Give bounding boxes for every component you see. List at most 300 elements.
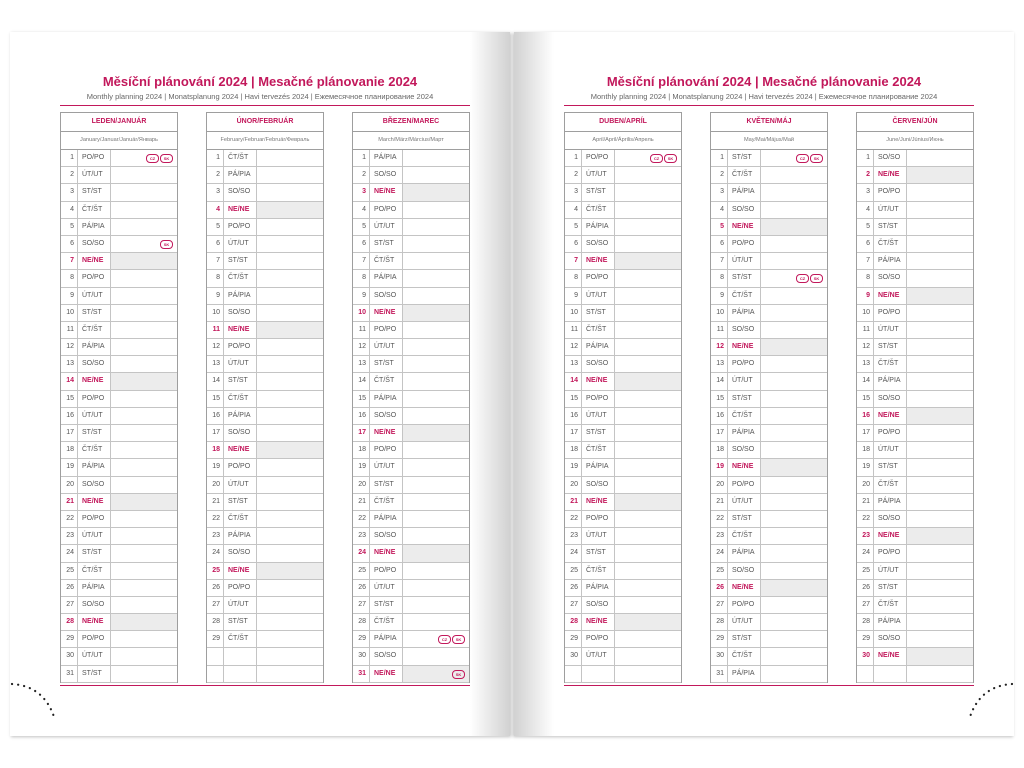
day-note-cell[interactable] bbox=[760, 442, 827, 458]
day-note-cell[interactable] bbox=[402, 580, 469, 596]
day-note-cell[interactable] bbox=[614, 511, 681, 527]
day-number: 31 bbox=[716, 669, 724, 677]
day-row bbox=[207, 545, 323, 562]
day-row bbox=[61, 391, 177, 408]
day-note-cell[interactable] bbox=[906, 597, 973, 613]
day-number: 12 bbox=[570, 343, 578, 351]
day-row bbox=[207, 339, 323, 356]
day-name: PO/PO bbox=[77, 150, 110, 166]
day-note-cell[interactable] bbox=[256, 305, 323, 321]
day-note-cell[interactable] bbox=[110, 580, 177, 596]
day-row bbox=[353, 184, 469, 201]
day-note-cell[interactable] bbox=[402, 339, 469, 355]
day-note-cell[interactable] bbox=[110, 219, 177, 235]
day-note-cell[interactable] bbox=[402, 614, 469, 630]
day-note-cell[interactable] bbox=[906, 253, 973, 269]
day-row bbox=[711, 270, 827, 287]
day-row bbox=[565, 545, 681, 562]
day-note-cell[interactable] bbox=[110, 597, 177, 613]
day-note-cell[interactable] bbox=[760, 253, 827, 269]
day-note-cell[interactable] bbox=[110, 494, 177, 510]
day-name: ČT/ŠT bbox=[77, 442, 110, 458]
day-note-cell[interactable] bbox=[110, 305, 177, 321]
day-number: 25 bbox=[66, 566, 74, 574]
holiday-badges bbox=[146, 154, 173, 163]
day-name: PÁ/PIA bbox=[223, 528, 256, 544]
day-note-cell[interactable] bbox=[614, 563, 681, 579]
day-note-cell[interactable] bbox=[110, 425, 177, 441]
day-note-cell[interactable] bbox=[256, 459, 323, 475]
day-name: ST/ST bbox=[77, 305, 110, 321]
day-note-cell[interactable] bbox=[256, 425, 323, 441]
day-note-cell[interactable] bbox=[614, 219, 681, 235]
day-number: 4 bbox=[362, 205, 366, 213]
day-note-cell[interactable] bbox=[110, 236, 177, 252]
day-note-cell[interactable] bbox=[256, 614, 323, 630]
day-note-cell[interactable] bbox=[402, 219, 469, 235]
day-note-cell[interactable] bbox=[256, 288, 323, 304]
day-number: 23 bbox=[862, 532, 870, 540]
day-note-cell[interactable] bbox=[906, 339, 973, 355]
day-note-cell[interactable] bbox=[256, 391, 323, 407]
day-note-cell[interactable] bbox=[256, 167, 323, 183]
day-note-cell[interactable] bbox=[402, 253, 469, 269]
day-note-cell[interactable] bbox=[256, 339, 323, 355]
day-note-cell[interactable] bbox=[402, 270, 469, 286]
day-row bbox=[353, 236, 469, 253]
day-note-cell[interactable] bbox=[614, 150, 681, 166]
day-number: 23 bbox=[570, 532, 578, 540]
day-row bbox=[61, 494, 177, 511]
day-note-cell[interactable] bbox=[760, 150, 827, 166]
month-subheader: May/Mai/Május/Май bbox=[711, 132, 827, 150]
day-row bbox=[711, 597, 827, 614]
day-note-cell[interactable] bbox=[760, 184, 827, 200]
day-note-cell[interactable] bbox=[614, 545, 681, 561]
day-number: 22 bbox=[716, 514, 724, 522]
day-note-cell[interactable] bbox=[110, 270, 177, 286]
day-number: 14 bbox=[358, 377, 366, 385]
day-number: 17 bbox=[66, 429, 74, 436]
day-row bbox=[353, 270, 469, 287]
day-note-cell[interactable] bbox=[906, 666, 973, 682]
day-name: ÚT/UT bbox=[77, 528, 110, 544]
day-note-cell[interactable] bbox=[402, 408, 469, 424]
day-row bbox=[565, 528, 681, 545]
day-row bbox=[857, 253, 973, 270]
day-row bbox=[61, 580, 177, 597]
day-note-cell[interactable] bbox=[402, 563, 469, 579]
day-note-cell[interactable] bbox=[402, 511, 469, 527]
day-note-cell[interactable] bbox=[402, 631, 469, 647]
day-note-cell[interactable] bbox=[614, 528, 681, 544]
day-number: 14 bbox=[716, 377, 724, 385]
day-row bbox=[353, 545, 469, 562]
day-row bbox=[711, 511, 827, 528]
day-name: ÚT/UT bbox=[727, 614, 760, 630]
day-note-cell[interactable] bbox=[256, 631, 323, 647]
day-note-cell[interactable] bbox=[256, 666, 323, 682]
day-name: PO/PO bbox=[873, 305, 906, 321]
day-note-cell[interactable] bbox=[110, 459, 177, 475]
day-note-cell[interactable] bbox=[402, 305, 469, 321]
day-note-cell[interactable] bbox=[906, 356, 973, 372]
day-number: 9 bbox=[574, 291, 578, 299]
day-number: 21 bbox=[862, 497, 870, 505]
day-note-cell[interactable] bbox=[402, 648, 469, 664]
day-note-cell[interactable] bbox=[614, 305, 681, 321]
day-note-cell[interactable] bbox=[906, 184, 973, 200]
day-note-cell[interactable] bbox=[760, 356, 827, 372]
day-note-cell[interactable] bbox=[906, 219, 973, 235]
day-number: 30 bbox=[862, 652, 870, 660]
day-name: ÚT/UT bbox=[581, 408, 614, 424]
day-number: 12 bbox=[358, 343, 366, 351]
day-note-cell[interactable] bbox=[110, 356, 177, 372]
day-name: ST/ST bbox=[223, 614, 256, 630]
day-number: 7 bbox=[70, 257, 74, 265]
month-subheader: January/Januar/Január/Январь bbox=[61, 132, 177, 150]
day-note-cell[interactable] bbox=[256, 580, 323, 596]
day-note-cell[interactable] bbox=[614, 648, 681, 664]
day-name: ST/ST bbox=[873, 339, 906, 355]
page-title: Měsíční plánování 2024 | Mesačné plánovanie 2024 bbox=[606, 74, 922, 89]
day-note-cell[interactable] bbox=[256, 597, 323, 613]
day-name: ÚT/UT bbox=[873, 442, 906, 458]
day-name: ST/ST bbox=[727, 270, 760, 286]
day-note-cell[interactable] bbox=[614, 236, 681, 252]
day-note-cell[interactable] bbox=[110, 150, 177, 166]
day-name: ÚT/UT bbox=[369, 219, 402, 235]
day-number: 18 bbox=[570, 446, 578, 454]
day-note-cell[interactable] bbox=[614, 253, 681, 269]
day-note-cell[interactable] bbox=[906, 236, 973, 252]
day-note-cell[interactable] bbox=[614, 288, 681, 304]
month-subheader: April/April/Április/Апрель bbox=[565, 132, 681, 150]
day-note-cell[interactable] bbox=[110, 202, 177, 218]
day-row bbox=[711, 391, 827, 408]
day-number: 22 bbox=[358, 514, 366, 522]
day-note-cell[interactable] bbox=[760, 219, 827, 235]
day-row bbox=[711, 253, 827, 270]
day-row bbox=[857, 339, 973, 356]
day-number: 20 bbox=[66, 480, 74, 488]
day-row bbox=[61, 597, 177, 614]
day-note-cell[interactable] bbox=[906, 477, 973, 493]
day-row bbox=[857, 373, 973, 390]
day-note-cell[interactable] bbox=[906, 442, 973, 458]
day-note-cell[interactable] bbox=[402, 373, 469, 389]
day-note-cell[interactable] bbox=[614, 442, 681, 458]
day-note-cell[interactable] bbox=[614, 459, 681, 475]
day-note-cell[interactable] bbox=[402, 459, 469, 475]
day-number: 3 bbox=[574, 188, 578, 196]
day-name: PÁ/PIA bbox=[369, 511, 402, 527]
day-row bbox=[353, 322, 469, 339]
day-number: 1 bbox=[216, 154, 220, 161]
day-note-cell[interactable] bbox=[906, 631, 973, 647]
day-note-cell[interactable] bbox=[906, 425, 973, 441]
holiday-badge: CZ bbox=[796, 154, 809, 163]
day-note-cell[interactable] bbox=[110, 442, 177, 458]
day-note-cell[interactable] bbox=[110, 648, 177, 664]
day-note-cell[interactable] bbox=[256, 202, 323, 218]
day-note-cell[interactable] bbox=[256, 356, 323, 372]
day-name: PÁ/PIA bbox=[77, 580, 110, 596]
day-name: PÁ/PIA bbox=[581, 339, 614, 355]
day-note-cell[interactable] bbox=[760, 408, 827, 424]
day-note-cell[interactable] bbox=[402, 425, 469, 441]
day-note-cell[interactable] bbox=[760, 202, 827, 218]
day-note-cell[interactable] bbox=[256, 270, 323, 286]
day-note-cell[interactable] bbox=[760, 391, 827, 407]
day-name: PO/PO bbox=[223, 459, 256, 475]
day-number: 5 bbox=[866, 222, 870, 230]
day-note-cell[interactable] bbox=[906, 614, 973, 630]
day-number: 28 bbox=[212, 618, 220, 626]
day-note-cell[interactable] bbox=[110, 391, 177, 407]
day-note-cell[interactable] bbox=[110, 408, 177, 424]
day-name: PÁ/PIA bbox=[581, 219, 614, 235]
day-note-cell[interactable] bbox=[614, 391, 681, 407]
day-note-cell[interactable] bbox=[906, 373, 973, 389]
day-note-cell[interactable] bbox=[760, 597, 827, 613]
day-note-cell[interactable] bbox=[760, 236, 827, 252]
day-note-cell[interactable] bbox=[110, 511, 177, 527]
day-note-cell[interactable] bbox=[110, 666, 177, 682]
day-note-cell[interactable] bbox=[906, 580, 973, 596]
day-note-cell[interactable] bbox=[906, 528, 973, 544]
day-note-cell[interactable] bbox=[760, 545, 827, 561]
day-name: NE/NE bbox=[581, 494, 614, 510]
day-note-cell[interactable] bbox=[760, 666, 827, 682]
holiday-badge: CZ bbox=[438, 635, 451, 644]
month-header: LEDEN/JANUÁR bbox=[61, 113, 177, 132]
day-note-cell[interactable] bbox=[402, 202, 469, 218]
day-note-cell[interactable] bbox=[614, 270, 681, 286]
day-row bbox=[61, 511, 177, 528]
day-note-cell[interactable] bbox=[760, 288, 827, 304]
day-number: 8 bbox=[70, 274, 74, 282]
day-note-cell[interactable] bbox=[760, 167, 827, 183]
day-row bbox=[565, 305, 681, 322]
day-note-cell[interactable] bbox=[614, 614, 681, 630]
day-note-cell[interactable] bbox=[110, 339, 177, 355]
day-note-cell[interactable] bbox=[760, 631, 827, 647]
day-note-cell[interactable] bbox=[760, 477, 827, 493]
day-note-cell[interactable] bbox=[110, 322, 177, 338]
day-note-cell[interactable] bbox=[906, 288, 973, 304]
day-number: 8 bbox=[866, 274, 870, 282]
day-note-cell[interactable] bbox=[760, 373, 827, 389]
day-note-cell[interactable] bbox=[760, 614, 827, 630]
day-note-cell[interactable] bbox=[760, 270, 827, 286]
day-note-cell[interactable] bbox=[906, 408, 973, 424]
day-note-cell[interactable] bbox=[402, 391, 469, 407]
day-note-cell[interactable] bbox=[614, 408, 681, 424]
day-note-cell[interactable] bbox=[614, 322, 681, 338]
day-note-cell[interactable] bbox=[256, 253, 323, 269]
day-note-cell[interactable] bbox=[760, 648, 827, 664]
day-note-cell[interactable] bbox=[614, 167, 681, 183]
day-note-cell[interactable] bbox=[614, 356, 681, 372]
day-note-cell[interactable] bbox=[760, 459, 827, 475]
day-number: 11 bbox=[716, 325, 724, 333]
day-note-cell[interactable] bbox=[614, 184, 681, 200]
day-note-cell[interactable] bbox=[256, 477, 323, 493]
day-note-cell[interactable] bbox=[906, 202, 973, 218]
day-note-cell[interactable] bbox=[110, 631, 177, 647]
day-note-cell[interactable] bbox=[256, 648, 323, 664]
day-name: PÁ/PIA bbox=[873, 373, 906, 389]
day-number: 27 bbox=[862, 600, 870, 608]
day-row bbox=[353, 219, 469, 236]
day-note-cell[interactable] bbox=[402, 666, 469, 682]
day-note-cell[interactable] bbox=[402, 184, 469, 200]
day-note-cell[interactable] bbox=[110, 545, 177, 561]
day-note-cell[interactable] bbox=[256, 563, 323, 579]
day-note-cell[interactable] bbox=[256, 373, 323, 389]
day-number: 27 bbox=[212, 600, 220, 608]
day-note-cell[interactable] bbox=[760, 425, 827, 441]
day-note-cell[interactable] bbox=[906, 494, 973, 510]
day-note-cell[interactable] bbox=[906, 305, 973, 321]
day-name: PÁ/PIA bbox=[369, 391, 402, 407]
day-note-cell[interactable] bbox=[402, 442, 469, 458]
day-row bbox=[857, 391, 973, 408]
day-note-cell[interactable] bbox=[402, 236, 469, 252]
day-note-cell[interactable] bbox=[614, 631, 681, 647]
day-note-cell[interactable] bbox=[402, 597, 469, 613]
day-note-cell[interactable] bbox=[614, 202, 681, 218]
day-name: ST/ST bbox=[77, 666, 110, 682]
day-note-cell[interactable] bbox=[110, 528, 177, 544]
day-note-cell[interactable] bbox=[402, 322, 469, 338]
day-note-cell[interactable] bbox=[110, 614, 177, 630]
day-note-cell[interactable] bbox=[760, 494, 827, 510]
day-note-cell[interactable] bbox=[614, 339, 681, 355]
day-number: 3 bbox=[70, 188, 74, 196]
day-note-cell[interactable] bbox=[256, 236, 323, 252]
day-name: ÚT/UT bbox=[223, 236, 256, 252]
day-name: PO/PO bbox=[873, 545, 906, 561]
day-note-cell[interactable] bbox=[906, 270, 973, 286]
day-number bbox=[207, 666, 223, 682]
months-container bbox=[564, 112, 974, 682]
holiday-badge: SK bbox=[810, 154, 823, 163]
day-note-cell[interactable] bbox=[906, 545, 973, 561]
day-note-cell[interactable] bbox=[402, 167, 469, 183]
day-note-cell[interactable] bbox=[402, 477, 469, 493]
day-number: 2 bbox=[362, 171, 366, 179]
day-row bbox=[711, 477, 827, 494]
day-note-cell[interactable] bbox=[256, 219, 323, 235]
day-note-cell[interactable] bbox=[110, 253, 177, 269]
day-note-cell[interactable] bbox=[402, 356, 469, 372]
day-note-cell[interactable] bbox=[256, 528, 323, 544]
day-note-cell[interactable] bbox=[906, 391, 973, 407]
day-note-cell[interactable] bbox=[256, 545, 323, 561]
day-note-cell[interactable] bbox=[256, 184, 323, 200]
day-number: 11 bbox=[212, 325, 220, 333]
day-note-cell[interactable] bbox=[760, 305, 827, 321]
day-note-cell[interactable] bbox=[614, 666, 681, 682]
day-note-cell[interactable] bbox=[760, 339, 827, 355]
day-note-cell[interactable] bbox=[906, 322, 973, 338]
day-row bbox=[857, 666, 973, 683]
day-row bbox=[61, 563, 177, 580]
day-note-cell[interactable] bbox=[906, 563, 973, 579]
day-note-cell[interactable] bbox=[402, 494, 469, 510]
day-note-cell[interactable] bbox=[614, 477, 681, 493]
day-name: SO/SO bbox=[727, 322, 760, 338]
day-note-cell[interactable] bbox=[614, 373, 681, 389]
day-note-cell[interactable] bbox=[614, 580, 681, 596]
day-row bbox=[857, 597, 973, 614]
day-note-cell[interactable] bbox=[110, 563, 177, 579]
day-name: ST/ST bbox=[77, 425, 110, 441]
day-note-cell[interactable] bbox=[760, 563, 827, 579]
month-header: ÚNOR/FEBRUÁR bbox=[207, 113, 323, 132]
day-name: NE/NE bbox=[77, 253, 110, 269]
day-note-cell[interactable] bbox=[906, 511, 973, 527]
day-note-cell[interactable] bbox=[614, 597, 681, 613]
day-note-cell[interactable] bbox=[906, 167, 973, 183]
day-note-cell[interactable] bbox=[256, 322, 323, 338]
day-name: ČT/ŠT bbox=[223, 391, 256, 407]
day-note-cell[interactable] bbox=[906, 150, 973, 166]
day-note-cell[interactable] bbox=[110, 373, 177, 389]
day-note-cell[interactable] bbox=[760, 511, 827, 527]
day-note-cell[interactable] bbox=[402, 288, 469, 304]
day-note-cell[interactable] bbox=[760, 322, 827, 338]
day-note-cell[interactable] bbox=[906, 648, 973, 664]
day-note-cell[interactable] bbox=[256, 494, 323, 510]
day-note-cell[interactable] bbox=[256, 408, 323, 424]
day-note-cell[interactable] bbox=[760, 580, 827, 596]
day-name: ČT/ŠT bbox=[873, 356, 906, 372]
day-note-cell[interactable] bbox=[110, 288, 177, 304]
day-number: 21 bbox=[66, 497, 74, 505]
day-note-cell[interactable] bbox=[110, 184, 177, 200]
day-note-cell[interactable] bbox=[906, 459, 973, 475]
day-number: 2 bbox=[70, 171, 74, 179]
day-note-cell[interactable] bbox=[256, 150, 323, 166]
day-row bbox=[61, 666, 177, 683]
day-row bbox=[711, 356, 827, 373]
day-note-cell[interactable] bbox=[256, 442, 323, 458]
day-note-cell[interactable] bbox=[110, 477, 177, 493]
day-note-cell[interactable] bbox=[110, 167, 177, 183]
day-number: 24 bbox=[716, 549, 724, 557]
day-name: NE/NE bbox=[223, 202, 256, 218]
day-name: NE/NE bbox=[77, 494, 110, 510]
day-note-cell[interactable] bbox=[614, 425, 681, 441]
day-number: 24 bbox=[862, 549, 870, 557]
day-note-cell[interactable] bbox=[402, 150, 469, 166]
day-row bbox=[353, 597, 469, 614]
day-note-cell[interactable] bbox=[402, 545, 469, 561]
day-note-cell[interactable] bbox=[402, 528, 469, 544]
day-note-cell[interactable] bbox=[760, 528, 827, 544]
title-rule bbox=[564, 105, 974, 106]
day-note-cell[interactable] bbox=[256, 511, 323, 527]
day-row bbox=[207, 167, 323, 184]
day-row bbox=[207, 580, 323, 597]
day-name: PO/PO bbox=[727, 597, 760, 613]
day-note-cell[interactable] bbox=[614, 494, 681, 510]
day-row bbox=[353, 442, 469, 459]
